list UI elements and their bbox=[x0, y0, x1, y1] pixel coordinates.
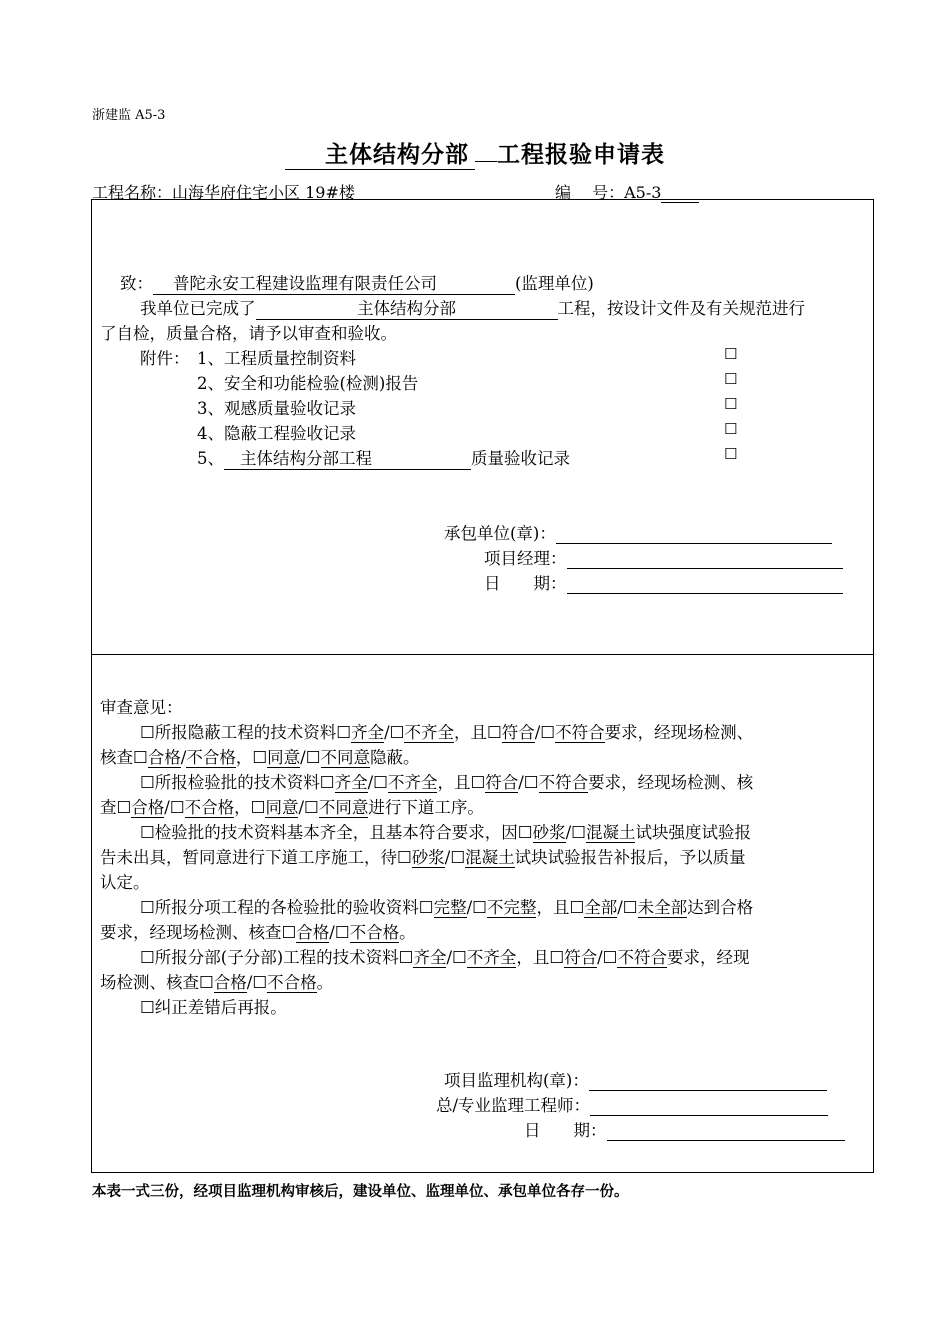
text: /☐ bbox=[444, 848, 466, 867]
text: /☐ bbox=[367, 773, 388, 792]
supervising-engineer-label: 总/专业监理工程师： bbox=[436, 1096, 591, 1115]
completion-line bbox=[140, 295, 805, 320]
title-subject: 主体结构分部 bbox=[285, 136, 475, 170]
text: 要求，经现场检测、 bbox=[604, 723, 754, 742]
option-agree[interactable]: 同意 bbox=[267, 748, 301, 767]
supervision-seal-line[interactable] bbox=[589, 1072, 827, 1091]
project-manager-row bbox=[484, 545, 843, 569]
text: /☐ bbox=[617, 898, 638, 917]
option-not-all[interactable]: 未全部 bbox=[637, 898, 688, 917]
text: 进行下道工序。 bbox=[368, 798, 484, 817]
supervision-seal-label: 项目监理机构(章)： bbox=[444, 1071, 589, 1090]
text: 。 bbox=[316, 973, 334, 992]
text: /☐ bbox=[384, 723, 405, 742]
project-manager-label: 项目经理： bbox=[484, 549, 567, 568]
text: / bbox=[180, 748, 187, 767]
text: ，且☐ bbox=[536, 898, 585, 917]
review-p3-line3: 认定。 bbox=[100, 873, 150, 892]
number-label: 编 号： bbox=[555, 183, 625, 202]
application-date-row bbox=[484, 570, 843, 594]
completion-subject: 主体结构分部 bbox=[256, 295, 558, 320]
review-p4-line2 bbox=[100, 919, 416, 943]
text: /☐ bbox=[446, 948, 467, 967]
review-p3-line2 bbox=[100, 844, 746, 868]
text: /☐ bbox=[518, 773, 539, 792]
review-date-row bbox=[524, 1117, 845, 1141]
text: 场检测、核查☐ bbox=[100, 973, 214, 992]
attachments-label: 附件： bbox=[140, 349, 190, 368]
text: ，且☐ bbox=[437, 773, 486, 792]
text: /☐ bbox=[597, 948, 618, 967]
text: 试块试验报告补报后，予以质量 bbox=[514, 848, 746, 867]
option-complete[interactable]: 齐全 bbox=[351, 723, 385, 742]
to-label: 致： bbox=[120, 274, 153, 293]
review-p5-line2 bbox=[100, 969, 333, 993]
option-complete[interactable]: 齐全 bbox=[334, 773, 368, 792]
text: 告未出具，暂同意进行下道工序施工，待☐ bbox=[100, 848, 412, 867]
review-p5-line1 bbox=[140, 944, 749, 968]
text: ☐所报分项工程的各检验批的验收资料☐ bbox=[140, 898, 434, 917]
project-manager-line[interactable] bbox=[567, 550, 843, 569]
attachment-5-prefix: 5、 bbox=[197, 449, 224, 468]
option-incomplete[interactable]: 不齐全 bbox=[404, 723, 454, 742]
option-all[interactable]: 全部 bbox=[584, 898, 618, 917]
text: 核查☐ bbox=[100, 748, 148, 767]
option-nonconform[interactable]: 不符合 bbox=[617, 948, 667, 967]
to-unit: 普陀永安工程建设监理有限责任公司 bbox=[153, 270, 515, 295]
review-p1-line2 bbox=[100, 744, 420, 768]
option-incomplete[interactable]: 不齐全 bbox=[466, 948, 517, 967]
review-p6[interactable]: ☐纠正差错后再报。 bbox=[140, 998, 287, 1017]
option-disagree[interactable]: 不同意 bbox=[318, 798, 369, 817]
option-incomplete[interactable]: 不齐全 bbox=[387, 773, 438, 792]
text: /☐ bbox=[300, 748, 321, 767]
option-agree[interactable]: 同意 bbox=[265, 798, 299, 817]
review-label: 审查意见： bbox=[100, 698, 183, 717]
review-p4-line1 bbox=[140, 894, 753, 918]
option-qualified[interactable]: 合格 bbox=[296, 923, 330, 942]
option-complete[interactable]: 齐全 bbox=[413, 948, 447, 967]
option-conform[interactable]: 符合 bbox=[564, 948, 598, 967]
text: ，且☐ bbox=[453, 723, 502, 742]
title-underline bbox=[475, 161, 497, 162]
text: 隐蔽。 bbox=[370, 748, 420, 767]
text: ，☐ bbox=[235, 748, 268, 767]
option-concrete[interactable]: 混凝土 bbox=[585, 823, 636, 842]
completion-suffix: 工程，按设计文件及有关规范进行 bbox=[557, 299, 805, 318]
attachment-1: 1、工程质量控制资料 bbox=[197, 349, 356, 368]
project-name: 山海华府住宅小区 19#楼 bbox=[172, 183, 355, 202]
text: 。 bbox=[399, 923, 416, 942]
form-title bbox=[0, 136, 950, 170]
review-section bbox=[91, 655, 874, 1173]
project-label: 工程名称： bbox=[92, 183, 173, 202]
text: /☐ bbox=[329, 923, 350, 942]
attachment-5 bbox=[197, 445, 570, 470]
number-value: A5-3 bbox=[624, 183, 662, 202]
attachment-2-checkbox[interactable]: ☐ bbox=[724, 370, 738, 388]
option-disagree[interactable]: 不同意 bbox=[320, 748, 371, 767]
supervising-engineer-line[interactable] bbox=[590, 1097, 828, 1116]
to-suffix: (监理单位) bbox=[515, 274, 594, 293]
application-date-label: 日 期： bbox=[484, 574, 567, 593]
contractor-seal-row bbox=[444, 520, 832, 544]
attachment-5-subject: 主体结构分部工程 bbox=[224, 445, 471, 470]
text: 要求，经现 bbox=[666, 948, 750, 967]
contractor-seal-line[interactable] bbox=[556, 525, 832, 544]
footer-note: 本表一式三份，经项目监理机构审核后，建设单位、监理单位、承包单位各存一份。 bbox=[92, 1184, 629, 1200]
option-concrete[interactable]: 混凝土 bbox=[465, 848, 515, 867]
option-incomplete[interactable]: 不完整 bbox=[486, 898, 537, 917]
text: ，☐ bbox=[234, 798, 266, 817]
attachment-4: 4、隐蔽工程验收记录 bbox=[197, 424, 356, 443]
supervision-seal-row bbox=[444, 1067, 827, 1091]
attachment-5-checkbox[interactable]: ☐ bbox=[724, 445, 738, 463]
option-nonconform[interactable]: 不符合 bbox=[555, 723, 605, 742]
option-qualified[interactable]: 合格 bbox=[131, 798, 165, 817]
contractor-seal-label: 承包单位(章)： bbox=[444, 524, 556, 543]
option-conform[interactable]: 符合 bbox=[485, 773, 519, 792]
option-mortar[interactable]: 砂浆 bbox=[532, 823, 566, 842]
option-nonconform[interactable]: 不符合 bbox=[538, 773, 589, 792]
text: ，且☐ bbox=[516, 948, 565, 967]
text: 试块强度试验报 bbox=[635, 823, 751, 842]
review-p1-line1 bbox=[140, 719, 753, 743]
supervising-engineer-row bbox=[436, 1092, 828, 1116]
application-section bbox=[91, 199, 874, 655]
attachment-5-suffix: 质量验收记录 bbox=[471, 449, 570, 468]
addressee-line bbox=[120, 270, 594, 295]
review-p2-line2 bbox=[100, 794, 484, 818]
completion-prefix: 我单位已完成了 bbox=[140, 299, 256, 318]
application-date-line[interactable] bbox=[567, 575, 843, 594]
option-qualified[interactable]: 合格 bbox=[147, 748, 181, 767]
attachment-2: 2、安全和功能检验(检测)报告 bbox=[197, 374, 419, 393]
review-p2-line1 bbox=[140, 769, 753, 793]
option-unqualified[interactable]: 不合格 bbox=[267, 973, 317, 992]
option-unqualified[interactable]: 不合格 bbox=[184, 798, 235, 817]
text: /☐ bbox=[164, 798, 185, 817]
text: 要求，经现场检测、核 bbox=[588, 773, 754, 792]
review-p3-line1 bbox=[140, 819, 751, 843]
text: 要求，经现场检测、核查☐ bbox=[100, 923, 297, 942]
text: /☐ bbox=[565, 823, 586, 842]
form-code: 浙建监 A5-3 bbox=[92, 108, 166, 123]
option-mortar[interactable]: 砂浆 bbox=[411, 848, 445, 867]
text: ☐检验批的技术资料基本齐全，且基本符合要求，因☐ bbox=[140, 823, 533, 842]
option-unqualified[interactable]: 不合格 bbox=[349, 923, 400, 942]
attachment-3-checkbox[interactable]: ☐ bbox=[724, 395, 738, 413]
text: ☐所报分部(子分部)工程的技术资料☐ bbox=[140, 948, 414, 967]
text: ☐所报检验批的技术资料☐ bbox=[140, 773, 335, 792]
text: /☐ bbox=[534, 723, 556, 742]
attachment-3: 3、观感质量验收记录 bbox=[197, 399, 356, 418]
attachment-1-checkbox[interactable]: ☐ bbox=[724, 345, 738, 363]
option-qualified[interactable]: 合格 bbox=[213, 973, 247, 992]
title-suffix: 工程报验申请表 bbox=[497, 142, 665, 168]
review-date-line[interactable] bbox=[607, 1122, 845, 1141]
review-date-label: 日 期： bbox=[524, 1121, 607, 1140]
text: /☐ bbox=[466, 898, 487, 917]
text: ☐所报隐蔽工程的技术资料☐ bbox=[140, 723, 352, 742]
text: 达到合格 bbox=[687, 898, 754, 917]
attachment-4-checkbox[interactable]: ☐ bbox=[724, 420, 738, 438]
completion-line-2: 了自检，质量合格，请予以审查和验收。 bbox=[100, 324, 397, 343]
text: 查☐ bbox=[100, 798, 132, 817]
text: /☐ bbox=[246, 973, 268, 992]
text: /☐ bbox=[298, 798, 319, 817]
option-conform[interactable]: 符合 bbox=[501, 723, 535, 742]
option-complete[interactable]: 完整 bbox=[433, 898, 467, 917]
option-unqualified[interactable]: 不合格 bbox=[186, 748, 236, 767]
